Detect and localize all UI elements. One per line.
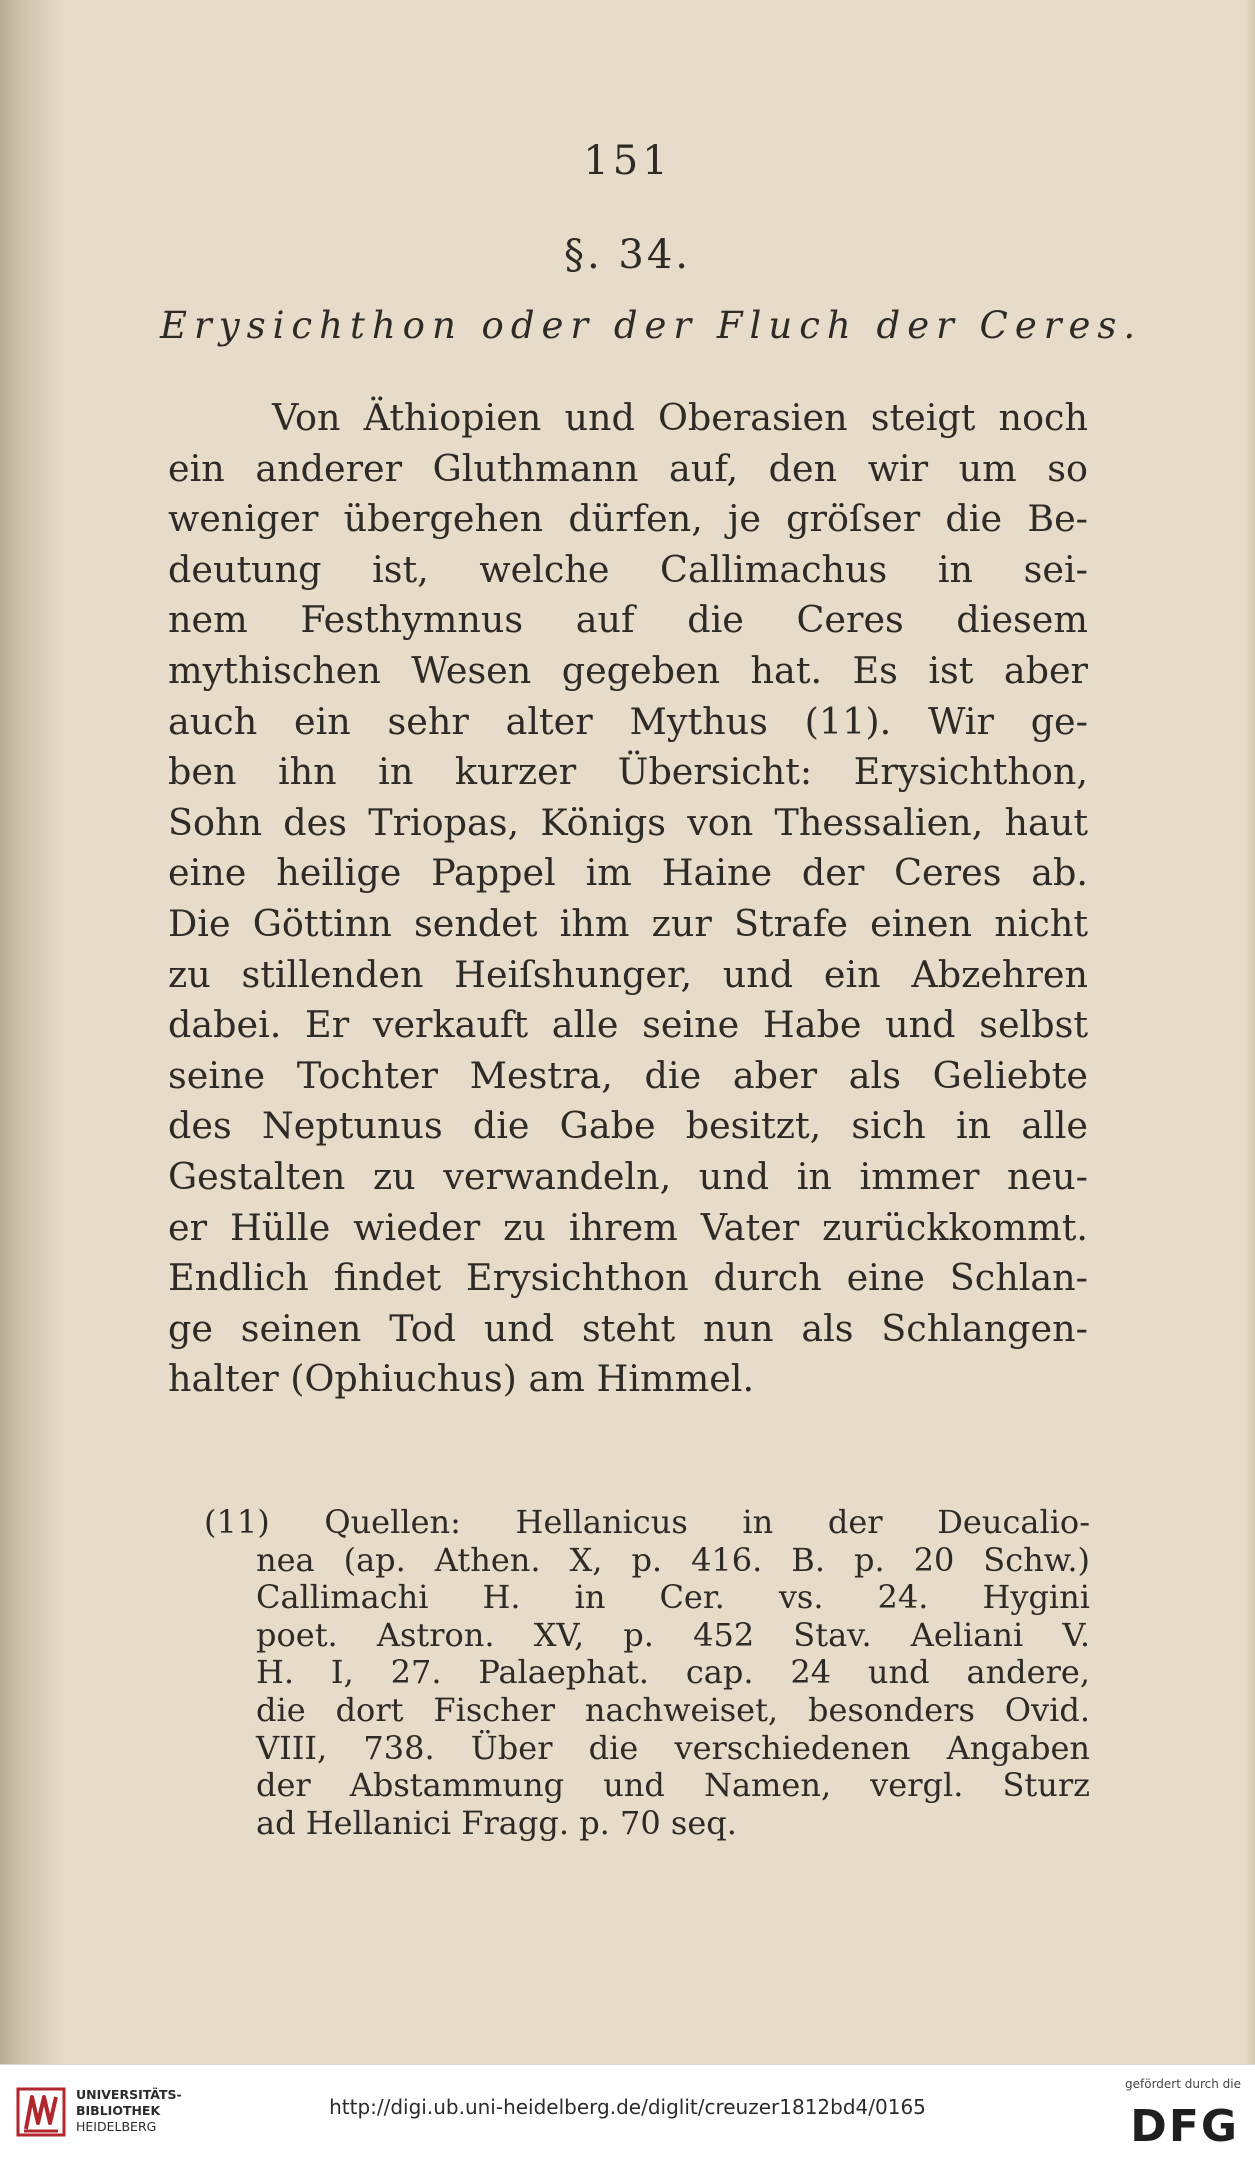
body-line: mythischen Wesen gegeben hat. Es ist aber xyxy=(168,648,1088,692)
footnote-line: poet. Astron. XV, p. 452 Stav. Aeliani V. xyxy=(256,1615,1090,1654)
body-line: deutung ist, welche Callimachus in sei- xyxy=(168,547,1088,591)
page-edge xyxy=(1245,0,1255,2064)
dfg-logo-text: DFG xyxy=(1130,2101,1239,2147)
footnote-line: VIII, 738. Über die verschiedenen Angaben xyxy=(256,1728,1090,1767)
section-title: Erysichthon oder der Fluch der Ceres. xyxy=(160,304,1143,347)
footnote xyxy=(204,1503,1090,1842)
viewer-footer xyxy=(0,2064,1255,2157)
funded-by-label: gefördert durch die xyxy=(1125,2077,1241,2091)
body-line: eine heilige Pappel im Haine der Ceres ab. xyxy=(168,851,1088,895)
body-line: er Hülle wieder zu ihrem Vater zurückkommt. xyxy=(168,1205,1088,1249)
body-line: dabei. Er verkauft alle seine Habe und selbst xyxy=(168,1003,1088,1047)
footnote-line: ad Hellanici Fragg. p. 70 seq. xyxy=(256,1803,737,1842)
body-line: ein anderer Gluthmann auf, den wir um so xyxy=(168,446,1088,490)
body-line: des Neptunus die Gabe besitzt, sich in alle xyxy=(168,1104,1088,1148)
body-line: Die Göttinn sendet ihm zur Strafe einen nicht xyxy=(168,901,1088,945)
body-line: seine Tochter Mestra, die aber als Geliebte xyxy=(168,1053,1088,1097)
permalink-url[interactable]: http://digi.ub.uni-heidelberg.de/diglit/creuzer1812bd4/0165 xyxy=(329,2095,926,2119)
institution-line: HEIDELBERG xyxy=(76,2119,157,2134)
body-line: ge seinen Tod und steht nun als Schlangen- xyxy=(168,1306,1088,1350)
body-line: Endlich findet Erysichthon durch eine Schlan- xyxy=(168,1256,1088,1300)
body-line: Gestalten zu verwandeln, und in immer neu- xyxy=(168,1154,1088,1198)
body-line: halter (Ophiuchus) am Himmel. xyxy=(168,1357,755,1401)
footnote-line: H. I, 27. Palaephat. cap. 24 und andere, xyxy=(256,1653,1090,1692)
institution-line: UNIVERSITÄTS- xyxy=(76,2087,182,2102)
body-line: zu stillenden Heiſshunger, und ein Abzehren xyxy=(168,952,1088,996)
body-line: weniger übergehen dürfen, je gröſser die Be- xyxy=(168,497,1088,541)
footnote-line: die dort Fischer nachweiset, besonders Ovid. xyxy=(256,1690,1090,1729)
body-text xyxy=(168,393,1088,1405)
page-number: 151 xyxy=(583,138,672,184)
body-line: ben ihn in kurzer Übersicht: Erysichthon, xyxy=(168,750,1088,794)
footnote-line: der Abstammung und Namen, vergl. Sturz xyxy=(256,1766,1090,1805)
body-line: Sohn des Triopas, Königs von Thessalien, haut xyxy=(168,800,1088,844)
body-line: auch ein sehr alter Mythus (11). Wir ge- xyxy=(168,699,1088,743)
body-line: nem Festhymnus auf die Ceres diesem xyxy=(168,598,1088,642)
body-line: Von Äthiopien und Oberasien steigt noch xyxy=(272,396,1088,439)
footnote-line: (11) Quellen: Hellanicus in der Deucalio- xyxy=(204,1503,1090,1541)
dfg-logo-icon xyxy=(1091,2099,1241,2147)
footnote-line: nea (ap. Athen. X, p. 416. B. p. 20 Schw.) xyxy=(256,1540,1090,1579)
section-number: §. 34. xyxy=(563,232,692,278)
footnote-line: Callimachi H. in Cer. vs. 24. Hygini xyxy=(256,1578,1090,1617)
institution-line: BIBLIOTHEK xyxy=(76,2103,161,2118)
book-spine-shadow xyxy=(0,0,62,2064)
